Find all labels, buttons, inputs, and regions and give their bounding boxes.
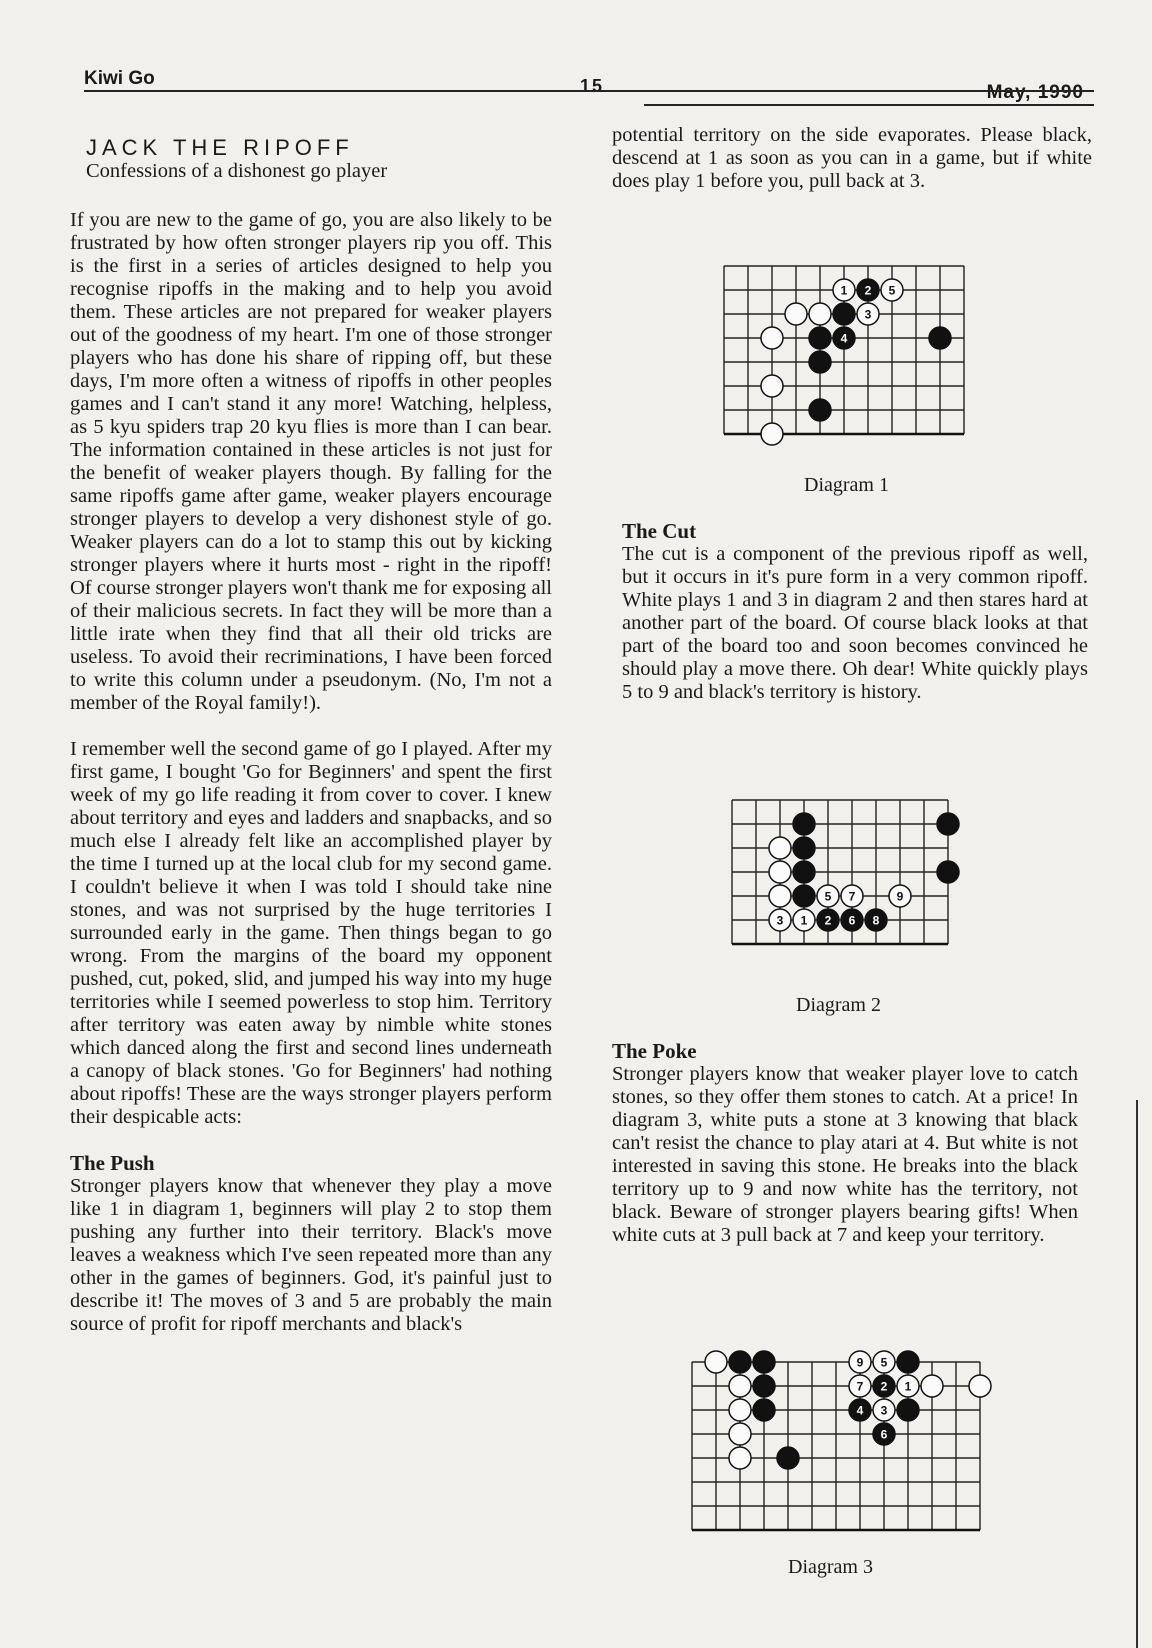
white-stone — [729, 1423, 751, 1445]
black-stone — [809, 351, 831, 373]
move-number: 4 — [840, 331, 848, 346]
header-rule-right — [644, 104, 1094, 106]
move-number: 5 — [824, 889, 832, 904]
move-number: 3 — [776, 913, 784, 928]
move-number: 1 — [800, 913, 808, 928]
black-stone — [929, 327, 951, 349]
black-stone — [817, 909, 839, 931]
white-stone — [921, 1375, 943, 1397]
move-number: 5 — [880, 1355, 888, 1370]
poke-section — [612, 1040, 1078, 1270]
poke-heading: The Poke — [612, 1039, 697, 1063]
cut-text: The cut is a component of the previous ripoff as well, but it occurs in it's pure form in a very common ripoff. White plays 1 and 3 in diagram 2 and then stares hard at another part of the board. Of course black looks at that part of the board too and soon becomes convinced he should play a move there. Oh dear! White quickly plays 5 to 9 and black's territory is history. — [622, 543, 1088, 703]
white-stone — [761, 375, 783, 397]
publication-name: Kiwi Go — [84, 68, 155, 89]
move-number: 3 — [880, 1403, 888, 1418]
black-stone — [793, 861, 815, 883]
black-stone — [793, 837, 815, 859]
black-stone — [841, 909, 863, 931]
diagram-2-caption: Diagram 2 — [796, 994, 881, 1016]
header-rule — [84, 90, 1094, 92]
move-number: 9 — [856, 1355, 864, 1370]
move-number: 7 — [856, 1379, 864, 1394]
white-stone — [785, 303, 807, 325]
white-stone — [873, 1399, 895, 1421]
black-stone — [897, 1351, 919, 1373]
article-subtitle: Confessions of a dishonest go player — [86, 160, 388, 182]
move-number: 1 — [840, 283, 848, 298]
diagram-2-board — [720, 788, 960, 956]
move-number: 7 — [848, 889, 856, 904]
move-number: 6 — [848, 913, 856, 928]
move-number: 8 — [872, 913, 880, 928]
intro-paragraph-2: I remember well the second game of go I played. After my first game, I bought 'Go for Beginners' and spent the first week of my go life reading it from cover to cover. I knew about territory and eyes and ladders and snapbacks, and so much else I already felt like an accomplished player by the time I turned up at the local club for my second game. I couldn't believe it when I was told I should take nine stones, and was not surprised by the huge territories I surrounded early in the game. Then things began to go wrong. From the margins of the board my opponent pushed, cut, poked, slid, and jumped his way into my huge territories while I seemed powerless to stop him. Territory after territory was eaten away by nimble white stones which danced along the first and second lines underneath a canopy of black stones. 'Go for Beginners' had nothing about ripoffs! These are the ways stronger players perform their despicable acts: — [70, 738, 552, 1128]
white-stone — [833, 279, 855, 301]
move-number: 9 — [896, 889, 904, 904]
white-stone — [729, 1399, 751, 1421]
black-stone — [809, 327, 831, 349]
page-header — [84, 68, 1094, 108]
white-stone — [857, 303, 879, 325]
white-stone — [897, 1375, 919, 1397]
black-stone — [865, 909, 887, 931]
cut-heading: The Cut — [622, 519, 697, 543]
black-stone — [937, 813, 959, 835]
page-edge-rule — [1136, 1100, 1138, 1648]
white-stone — [769, 909, 791, 931]
white-stone — [729, 1375, 751, 1397]
move-number: 2 — [864, 283, 872, 298]
black-stone — [873, 1423, 895, 1445]
article-title: JACK THE RIPOFF — [86, 135, 354, 160]
diagram-1-board — [712, 254, 976, 446]
right-column — [612, 124, 1092, 216]
push-continuation: potential territory on the side evaporates. Please black, descend at 1 as soon as you can in a game, but if white does play 1 before you, pull back at 3. — [612, 124, 1092, 192]
black-stone — [809, 399, 831, 421]
move-number: 6 — [880, 1427, 888, 1442]
black-stone — [857, 279, 879, 301]
black-stone — [833, 327, 855, 349]
black-stone — [729, 1351, 751, 1373]
black-stone — [777, 1447, 799, 1469]
white-stone — [761, 327, 783, 349]
white-stone — [793, 909, 815, 931]
push-heading: The Push — [70, 1151, 155, 1175]
black-stone — [753, 1351, 775, 1373]
page-number: 15 — [580, 76, 605, 96]
white-stone — [705, 1351, 727, 1373]
intro-paragraph-1: If you are new to the game of go, you are also likely to be frustrated by how often stronger players rip you off. This is the first in a series of articles designed to help you recognise ripoffs in the making and to help you avoid them. These articles are not prepared for weaker players out of the goodness of my heart. I'm one of those stronger players who has done his share of ripping off, but these days, I'm more often a witness of ripoffs in other peoples games and I can't stand it any more! Watching, helpless, as 5 kyu spiders trap 20 kyu flies is more than I can bear. The information contained in these articles is not just for the benefit of weaker players though. By falling for the same ripoffs game after game, weaker players encourage stronger players to develop a very dishonest style of go. Weaker players can do a lot to stamp this out by kicking stronger players where it hurts most - right in the ripoff! Of course stronger players won't thank me for exposing all of their malicious secrets. In fact they will be more than a little irate when they find that all their old tricks are useless. To avoid their recriminations, I have been forced to write this column under a pseudonym. (No, I'm not a member of the Royal family!). — [70, 209, 552, 714]
white-stone — [769, 837, 791, 859]
left-column — [70, 136, 552, 1359]
black-stone — [833, 303, 855, 325]
diagram-3-board — [680, 1350, 992, 1542]
issue-date: May, 1990 — [986, 82, 1084, 103]
white-stone — [817, 885, 839, 907]
move-number: 3 — [864, 307, 872, 322]
diagram-1-caption: Diagram 1 — [804, 474, 889, 496]
move-number: 5 — [888, 283, 896, 298]
white-stone — [769, 885, 791, 907]
white-stone — [761, 423, 783, 445]
cut-section — [622, 520, 1088, 727]
white-stone — [889, 885, 911, 907]
black-stone — [849, 1399, 871, 1421]
white-stone — [969, 1375, 991, 1397]
white-stone — [881, 279, 903, 301]
white-stone — [849, 1351, 871, 1373]
poke-text: Stronger players know that weaker player love to catch stones, so they offer them stones to catch. At a price! In diagram 3, white puts a stone at 3 knowing that black can't resist the chance to play atari at 4. But white is not interested in saving this stone. He breaks into the black territory up to 9 and now white has the territory, not black. Beware of stronger players bearing gifts! When white cuts at 3 pull back at 7 and keep your territory. — [612, 1063, 1078, 1246]
diagram-3-caption: Diagram 3 — [788, 1556, 873, 1578]
black-stone — [793, 885, 815, 907]
white-stone — [873, 1351, 895, 1373]
black-stone — [897, 1399, 919, 1421]
black-stone — [753, 1399, 775, 1421]
black-stone — [753, 1375, 775, 1397]
black-stone — [937, 861, 959, 883]
move-number: 2 — [824, 913, 832, 928]
white-stone — [849, 1375, 871, 1397]
white-stone — [809, 303, 831, 325]
white-stone — [841, 885, 863, 907]
move-number: 2 — [880, 1379, 888, 1394]
black-stone — [793, 813, 815, 835]
move-number: 4 — [856, 1403, 864, 1418]
move-number: 1 — [904, 1379, 912, 1394]
push-text: Stronger players know that whenever they play a move like 1 in diagram 1, beginners will play 2 to stop them pushing any further into their territory. Black's move leaves a weakness which I've seen repeated more than any other in the games of beginners. God, it's painful just to describe it! The moves of 3 and 5 are probably the main source of profit for ripoff merchants and black's — [70, 1175, 552, 1335]
white-stone — [769, 861, 791, 883]
black-stone — [873, 1375, 895, 1397]
white-stone — [729, 1447, 751, 1469]
